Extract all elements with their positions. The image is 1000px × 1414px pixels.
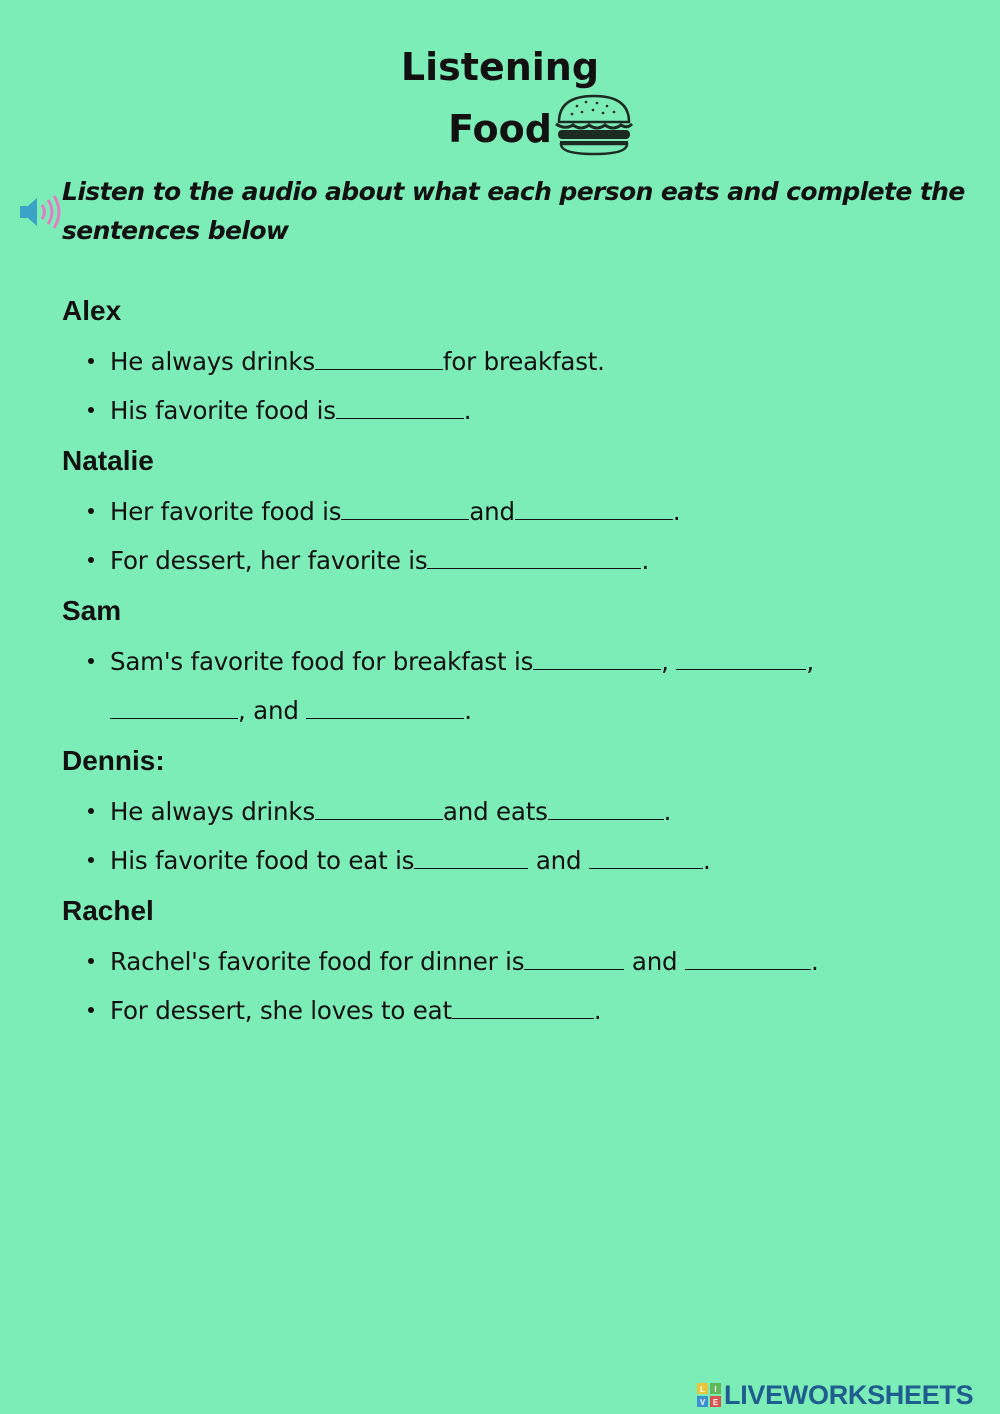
sentence-alex-2: His favorite food is . [86,398,471,424]
person-name-natalie: Natalie [62,445,154,476]
instructions: Listen to the audio about what each person eats and complete the sentences below [62,177,965,245]
person-name-sam: Sam [62,595,122,626]
blank-input[interactable] [524,949,624,970]
sentence-dennis-1: He always drinks and eats . [86,799,671,825]
blank-input[interactable] [306,698,464,719]
liveworksheets-logo[interactable] [697,1380,973,1410]
blank-input[interactable] [676,649,806,670]
bullet [88,658,94,664]
blank-input[interactable] [452,998,594,1019]
blank-input[interactable] [315,349,443,370]
svg-text:L: L [700,1385,705,1394]
svg-text:E: E [712,1398,719,1407]
blank-input[interactable] [315,799,443,820]
blank-input[interactable] [589,848,703,869]
bullet [88,557,94,563]
blank-input[interactable] [533,649,661,670]
bullet [88,1007,94,1013]
liveworksheets-logo-mark-icon [697,1383,721,1407]
person-name-dennis: Dennis: [62,745,165,776]
sentence-rachel-2: For dessert, she loves to eat . [86,998,602,1024]
bullet [88,407,94,413]
blank-input[interactable] [341,499,469,520]
bullet [88,857,94,863]
sentence-natalie-2: For dessert, her favorite is . [86,548,649,574]
person-name-rachel: Rachel [62,895,154,926]
bullet [88,808,94,814]
sentence-sam-1: Sam's favorite food for breakfast is , , [86,649,814,675]
title-listening: Listening [400,45,600,89]
burger-icon [553,92,635,158]
blank-input[interactable] [414,848,528,869]
blank-input[interactable] [548,799,664,820]
blank-input[interactable] [110,698,238,719]
sentence-alex-1: He always drinks for breakfast. [86,349,605,375]
title-food: Food [448,107,552,151]
sentence-sam-1-continued: , and . [110,698,472,724]
bullet [88,358,94,364]
speaker-icon[interactable] [18,193,64,231]
svg-text:V: V [699,1398,706,1407]
sentence-rachel-1: Rachel's favorite food for dinner is and . [86,949,819,975]
bullet [88,958,94,964]
bullet [88,508,94,514]
sentence-dennis-2: His favorite food to eat is and . [86,848,711,874]
liveworksheets-brand-text: LIVEWORKSHEETS [724,1379,974,1410]
svg-text:I: I [714,1385,717,1394]
blank-input[interactable] [685,949,811,970]
sentence-natalie-1: Her favorite food is and . [86,499,680,525]
blank-input[interactable] [427,548,641,569]
blank-input[interactable] [515,499,673,520]
person-name-alex: Alex [62,295,122,326]
blank-input[interactable] [336,398,464,419]
